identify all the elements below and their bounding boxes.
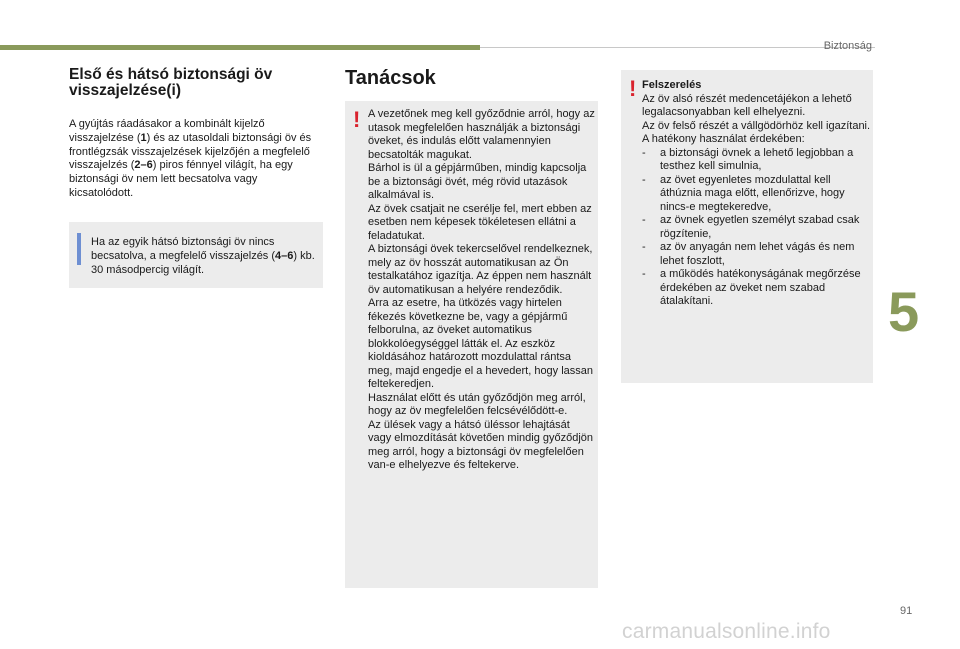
info-bar-icon [77,233,81,265]
middle-title: Tanácsok [345,67,436,89]
warning-box-advice [345,101,598,588]
header-accent-bar [0,45,480,50]
header-rule [480,47,875,48]
list-item: - a működés hatékonyságának megőrzése érdekében az öveket nem szabad átalakítani. [642,268,872,309]
left-column [69,67,323,201]
section-label: Biztonság [823,40,872,52]
page-number: 91 [900,605,913,617]
warning-text: A vezetőnek meg kell győződnie arról, hogy az utasok megfelelően használják a biztonsági öveket, és indulás előtt valamennyien becsatolták magukat. Bárhol is ül a gépjárműben, mindig kapcsolja be a biztonsági övét, még rövid utazások alkalmával is. Az övek csatjait ne cserélje fel, mert ebben az esetben nem képesek tökéletesen ellátni a feladatukat. A biztonsági övek tekercselővel rendelkeznek, mely az öv hosszát automatikusan az Ön testalkatához igazítja. Az éppen nem használt öv automatikusan a helyére rendeződik. Arra az esetre, ha ütközés vagy hirtelen fékezés következne be, vagy a gépjármű felborulna, az öveket automatikus blokkolóegységgel látták el. Az eszköz kioldásához határozott mozdulattal rántsa meg, majd engedje el a hevedert, hogy lassan feltekeredjen. Használat előtt és után győződjön meg arról, hogy az öv megfelelően felcsévélődött-e. Az ülések vagy a hátsó üléssor lehajtását vagy elmozdítását követően mindig győződjön meg arról, hogy a biztonsági öv megfelelően van-e elhelyezve és feltekerve. [368,108,595,471]
list-item: - az öv anyagán nem lehet vágás és nem lehet foszlott, [642,241,872,268]
installation-title: Felszerelés [642,79,702,91]
watermark: carmanualsonline.info [622,620,831,643]
exclamation-icon: ! [629,76,637,101]
left-body: A gyújtás ráadásakor a kombinált kijelző visszajelzése (1) és az utasoldali biztonsági öv és frontlégzsák visszajelzések kijelzőjén a megfelelő visszajelzés (2–6) piros fénnyel világít, ha egy biztonsági öv nem lett becsatolva vagy kicsatolódott. [69,118,312,199]
installation-content [642,79,872,309]
list-item: - az övnek egyetlen személyt szabad csak rögzítenie, [642,214,872,241]
installation-list [642,147,872,309]
installation-intro: Az öv alsó részét medencetájékon a lehető legalacsonyabban kell elhelyezni. Az öv felső részét a vállgödörhöz kell igazítani. A hatékony használat érdekében: [642,92,871,145]
info-box [69,222,323,288]
warning-box-installation [621,70,873,383]
list-item: - az övet egyenletes mozdulattal kell áthúznia maga előtt, ellenőrizve, hogy nincs-e megtekeredve, [642,174,872,215]
chapter-number: 5 [888,280,920,343]
info-text: Ha az egyik hátsó biztonsági öv nincs becsatolva, a megfelelő visszajelzés (4–6) kb. 30 másodpercig világít. [91,236,315,276]
left-title: Első és hátsó biztonsági öv visszajelzése(i) [69,66,273,99]
list-item: - a biztonsági övnek a lehető legjobban a testhez kell simulnia, [642,147,872,174]
exclamation-icon: ! [353,107,361,132]
